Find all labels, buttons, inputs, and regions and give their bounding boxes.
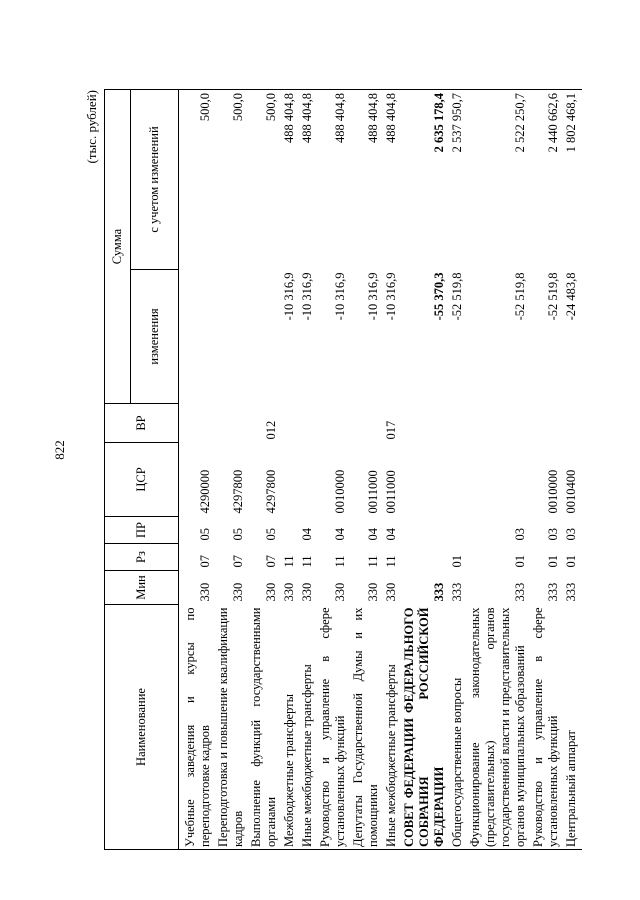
row-name: Учебные заведения и курсы по переподготовке кадров [179, 605, 217, 850]
table-row [450, 90, 468, 850]
row-rz: 11 [384, 555, 398, 568]
table-row [249, 90, 282, 850]
row-rz: 11 [300, 555, 314, 568]
row-total: 500,0 [179, 90, 217, 270]
row-csr: 4297800 [231, 469, 245, 514]
row-pr: 03 [564, 528, 578, 541]
budget-table [104, 89, 582, 850]
row-rz: 11 [366, 555, 380, 568]
row-rz: 11 [333, 555, 347, 568]
row-pr: 05 [264, 528, 278, 541]
row-pr: 04 [300, 528, 314, 541]
row-min: 333 [432, 582, 446, 602]
row-csr: 4290000 [198, 469, 212, 514]
header-changes: изменения [131, 270, 179, 404]
row-vr [564, 404, 582, 443]
row-rz: 07 [264, 555, 278, 568]
row-total: 2 635 178,4 [402, 90, 450, 270]
row-change [249, 270, 282, 404]
document-page [40, 25, 600, 875]
row-csr: 0011000 [384, 470, 398, 514]
row-pr: 03 [546, 528, 560, 541]
row-csr: 0011000 [366, 470, 380, 514]
table-row [300, 90, 318, 850]
row-min: 330 [384, 582, 398, 602]
row-name: Руководство и управление в сфере установленных функций [531, 605, 564, 850]
row-min: 330 [366, 582, 380, 602]
table-body [179, 90, 583, 850]
table-row [531, 90, 564, 850]
header-csr: ЦСР [105, 443, 179, 517]
row-csr: 4297800 [264, 469, 278, 514]
row-rz: 01 [546, 555, 560, 568]
row-csr [450, 443, 468, 517]
row-change: -10 316,9 [366, 272, 380, 321]
header-name: Наименование [105, 605, 179, 850]
page-number: 822 [52, 440, 67, 460]
row-total: 2 522 250,7 [468, 90, 531, 270]
row-csr: 0010400 [564, 469, 578, 514]
table-row [564, 90, 582, 850]
row-min: 333 [546, 582, 560, 602]
table-row [282, 90, 300, 850]
row-vr: 017 [384, 420, 398, 440]
row-total: 488 404,8 [300, 90, 318, 270]
header-with-changes: с учетом изменений [131, 90, 179, 270]
row-change: -10 316,9 [384, 272, 398, 321]
row-pr [402, 517, 450, 544]
row-name: СОВЕТ ФЕДЕРАЦИИ ФЕДЕРАЛЬНОГО СОБРАНИЯ РОССИЙСКОЙ ФЕДЕРАЦИИ [402, 605, 450, 850]
row-name: Иные межбюджетные трансферты [300, 605, 318, 850]
row-min: 330 [333, 582, 347, 602]
row-rz: 11 [282, 555, 296, 568]
row-change: -52 519,8 [513, 272, 527, 321]
row-change: -52 519,8 [546, 272, 560, 321]
header-rz: Рз [105, 544, 179, 571]
row-change: -55 370,3 [432, 272, 446, 321]
header-sum: Сумма [105, 90, 131, 404]
row-change [216, 270, 249, 404]
row-rz: 07 [231, 555, 245, 568]
header-min: Мин [105, 571, 179, 605]
row-change: -10 316,9 [300, 272, 314, 321]
row-total: 500,0 [249, 90, 282, 270]
row-pr: 05 [231, 528, 245, 541]
row-vr [351, 404, 384, 443]
row-rz [402, 544, 450, 571]
header-pr: ПР [105, 517, 179, 544]
table-row [318, 90, 351, 850]
table-row [402, 90, 450, 850]
row-vr [300, 404, 318, 443]
row-csr [402, 443, 450, 517]
row-vr [402, 404, 450, 443]
row-min: 333 [450, 582, 464, 602]
row-change: -10 316,9 [333, 272, 347, 321]
row-total: 488 404,8 [282, 90, 300, 270]
row-pr [450, 517, 468, 544]
row-name: Переподготовка и повышение квалификации кадров [216, 605, 249, 850]
row-change: -10 316,9 [282, 272, 296, 321]
row-name: Выполнение функций государственными органами [249, 605, 282, 850]
row-rz: 01 [564, 555, 578, 568]
row-min: 330 [198, 582, 212, 602]
row-rz: 01 [450, 555, 464, 568]
row-min: 330 [282, 582, 296, 602]
row-name: Депутаты Государственной Думы и их помощники [351, 605, 384, 850]
row-vr [450, 404, 468, 443]
row-csr: 0010000 [546, 469, 560, 514]
row-rz: 07 [198, 555, 212, 568]
row-pr: 04 [384, 528, 398, 541]
row-csr [282, 443, 300, 517]
row-total: 488 404,8 [384, 90, 402, 270]
row-total: 488 404,8 [318, 90, 351, 270]
row-name: Общегосударственные вопросы [450, 605, 468, 850]
row-total: 2 440 662,6 [531, 90, 564, 270]
row-name: Функционирование законодательных (представительных) органов государственной власти и представительных органов муниципальных образований [468, 605, 531, 850]
row-vr [468, 404, 531, 443]
table-row [179, 90, 217, 850]
row-vr [282, 404, 300, 443]
row-name: Центральный аппарат [564, 605, 582, 850]
table-row [468, 90, 531, 850]
units-label: (тыс. рублей) [84, 90, 99, 164]
row-pr: 04 [366, 528, 380, 541]
row-pr: 05 [198, 528, 212, 541]
row-min: 330 [231, 582, 245, 602]
row-csr: 0010000 [333, 469, 347, 514]
row-change: -52 519,8 [450, 272, 464, 321]
header-vr: ВР [105, 404, 179, 443]
row-name: Иные межбюджетные трансферты [384, 605, 402, 850]
row-csr [300, 443, 318, 517]
row-total: 500,0 [216, 90, 249, 270]
row-total: 488 404,8 [351, 90, 384, 270]
row-min: 330 [300, 582, 314, 602]
row-pr [282, 517, 300, 544]
row-change [179, 270, 217, 404]
row-vr [318, 404, 351, 443]
row-min: 330 [264, 582, 278, 602]
row-vr [531, 404, 564, 443]
table-row [351, 90, 384, 850]
row-vr: 012 [264, 420, 278, 440]
row-min: 333 [513, 582, 527, 602]
row-change: -24 483,8 [564, 272, 578, 321]
row-min: 333 [564, 582, 578, 602]
row-name: Межбюджетные трансферты [282, 605, 300, 850]
row-pr: 04 [333, 528, 347, 541]
row-csr [468, 443, 531, 517]
table-row [384, 90, 402, 850]
table-row [216, 90, 249, 850]
row-total: 1 802 468,1 [564, 90, 582, 270]
row-rz: 01 [513, 555, 527, 568]
row-vr [179, 404, 217, 443]
row-pr: 03 [513, 528, 527, 541]
row-name: Руководство и управление в сфере установленных функций [318, 605, 351, 850]
row-vr [216, 404, 249, 443]
row-total: 2 537 950,7 [450, 90, 468, 270]
